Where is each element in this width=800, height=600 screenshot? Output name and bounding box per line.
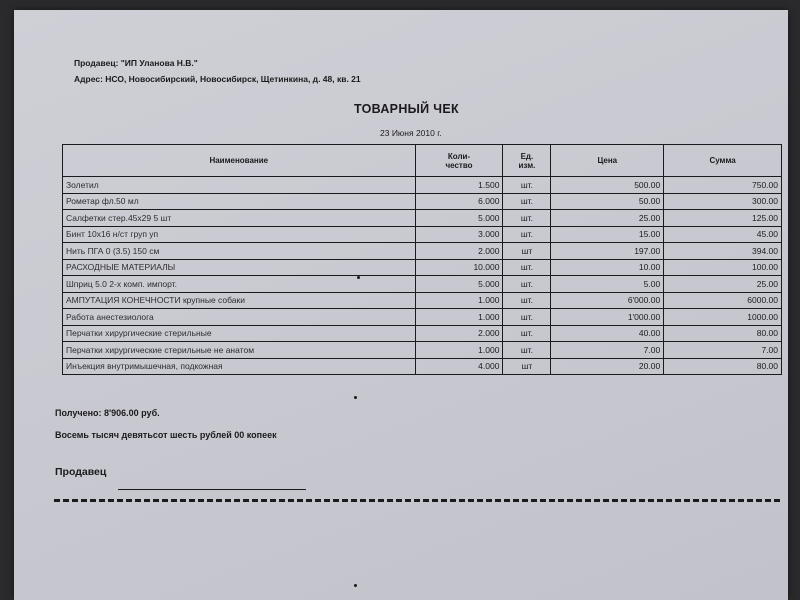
item-qty-cell: 1.000 bbox=[415, 292, 503, 309]
table-row bbox=[63, 342, 782, 359]
item-unit-cell: шт. bbox=[503, 210, 551, 227]
seller-line: Продавец: "ИП Уланова Н.В." bbox=[74, 58, 198, 68]
item-name-cell: Перчатки хирургические стерильные не анатом bbox=[63, 342, 416, 359]
received-total: Получено: 8'906.00 руб. bbox=[55, 408, 160, 418]
item-qty-cell: 1.500 bbox=[415, 177, 503, 194]
print-dot bbox=[354, 396, 357, 399]
item-sum-cell: 6000.00 bbox=[664, 292, 782, 309]
signature-line bbox=[118, 489, 306, 490]
amount-in-words: Восемь тысяч девятьсот шесть рублей 00 копеек bbox=[55, 430, 277, 440]
item-qty-cell: 5.000 bbox=[415, 276, 503, 293]
item-sum-cell: 25.00 bbox=[664, 276, 782, 293]
item-price-cell: 15.00 bbox=[551, 226, 664, 243]
item-qty-cell: 4.000 bbox=[415, 358, 503, 375]
item-name-cell: Перчатки хирургические стерильные bbox=[63, 325, 416, 342]
item-unit-cell: шт. bbox=[503, 259, 551, 276]
item-price-cell: 500.00 bbox=[551, 177, 664, 194]
table-row bbox=[63, 292, 782, 309]
item-name-cell: Золетил bbox=[63, 177, 416, 194]
item-sum-cell: 394.00 bbox=[664, 243, 782, 260]
item-qty-cell: 5.000 bbox=[415, 210, 503, 227]
goods-table bbox=[62, 144, 782, 375]
receipt-date: 23 Июня 2010 г. bbox=[380, 128, 442, 138]
item-sum-cell: 7.00 bbox=[664, 342, 782, 359]
table-row bbox=[63, 276, 782, 293]
item-qty-cell: 6.000 bbox=[415, 193, 503, 210]
receipt-sheet bbox=[14, 10, 788, 600]
item-price-cell: 5.00 bbox=[551, 276, 664, 293]
item-price-cell: 6'000.00 bbox=[551, 292, 664, 309]
col-price-header: Цена bbox=[551, 145, 664, 177]
seller-signature-label: Продавец bbox=[55, 466, 107, 478]
table-row bbox=[63, 259, 782, 276]
item-name-cell: Работа анестезиолога bbox=[63, 309, 416, 326]
item-unit-cell: шт. bbox=[503, 325, 551, 342]
item-name-cell: Шприц 5.0 2-х комп. импорт. bbox=[63, 276, 416, 293]
table-row bbox=[63, 226, 782, 243]
item-price-cell: 50.00 bbox=[551, 193, 664, 210]
item-unit-cell: шт. bbox=[503, 193, 551, 210]
item-qty-cell: 10.000 bbox=[415, 259, 503, 276]
item-unit-cell: шт bbox=[503, 243, 551, 260]
item-name-cell: Салфетки стер.45x29 5 шт bbox=[63, 210, 416, 227]
item-sum-cell: 125.00 bbox=[664, 210, 782, 227]
col-qty-header: Коли- чество bbox=[415, 145, 503, 177]
item-unit-cell: шт. bbox=[503, 276, 551, 293]
item-unit-cell: шт. bbox=[503, 226, 551, 243]
item-sum-cell: 300.00 bbox=[664, 193, 782, 210]
item-name-cell: Нить ПГА 0 (3.5) 150 см bbox=[63, 243, 416, 260]
item-sum-cell: 100.00 bbox=[664, 259, 782, 276]
table-row bbox=[63, 243, 782, 260]
print-dot bbox=[354, 584, 357, 587]
table-header-row bbox=[63, 145, 782, 177]
item-unit-cell: шт. bbox=[503, 309, 551, 326]
col-sum-header: Сумма bbox=[664, 145, 782, 177]
item-qty-cell: 1.000 bbox=[415, 309, 503, 326]
item-price-cell: 7.00 bbox=[551, 342, 664, 359]
item-qty-cell: 1.000 bbox=[415, 342, 503, 359]
table-row bbox=[63, 309, 782, 326]
table-row bbox=[63, 325, 782, 342]
item-qty-cell: 2.000 bbox=[415, 243, 503, 260]
item-name-cell: Рометар фл.50 мл bbox=[63, 193, 416, 210]
item-unit-cell: шт. bbox=[503, 292, 551, 309]
table-row bbox=[63, 177, 782, 194]
item-price-cell: 10.00 bbox=[551, 259, 664, 276]
print-dot bbox=[357, 276, 360, 279]
item-unit-cell: шт. bbox=[503, 342, 551, 359]
item-name-cell: РАСХОДНЫЕ МАТЕРИАЛЫ bbox=[63, 259, 416, 276]
item-name-cell: АМПУТАЦИЯ КОНЕЧНОСТИ крупные собаки bbox=[63, 292, 416, 309]
item-sum-cell: 80.00 bbox=[664, 358, 782, 375]
item-price-cell: 20.00 bbox=[551, 358, 664, 375]
item-name-cell: Бинт 10x16 н/ст груп уп bbox=[63, 226, 416, 243]
item-price-cell: 40.00 bbox=[551, 325, 664, 342]
item-sum-cell: 45.00 bbox=[664, 226, 782, 243]
item-sum-cell: 750.00 bbox=[664, 177, 782, 194]
table-row bbox=[63, 210, 782, 227]
item-sum-cell: 80.00 bbox=[664, 325, 782, 342]
item-name-cell: Инъекция внутримышечная, подкожная bbox=[63, 358, 416, 375]
receipt-title: ТОВАРНЫЙ ЧЕК bbox=[354, 102, 459, 116]
col-name-header: Наименование bbox=[63, 145, 416, 177]
item-unit-cell: шт. bbox=[503, 177, 551, 194]
item-sum-cell: 1000.00 bbox=[664, 309, 782, 326]
table-row bbox=[63, 193, 782, 210]
item-qty-cell: 3.000 bbox=[415, 226, 503, 243]
col-unit-header: Ед. изм. bbox=[503, 145, 551, 177]
item-unit-cell: шт bbox=[503, 358, 551, 375]
cut-line bbox=[54, 499, 780, 502]
item-price-cell: 1'000.00 bbox=[551, 309, 664, 326]
item-price-cell: 25.00 bbox=[551, 210, 664, 227]
table-row bbox=[63, 358, 782, 375]
address-line: Адрес: НСО, Новосибирский, Новосибирск, Щетинкина, д. 48, кв. 21 bbox=[74, 74, 361, 84]
item-qty-cell: 2.000 bbox=[415, 325, 503, 342]
item-price-cell: 197.00 bbox=[551, 243, 664, 260]
